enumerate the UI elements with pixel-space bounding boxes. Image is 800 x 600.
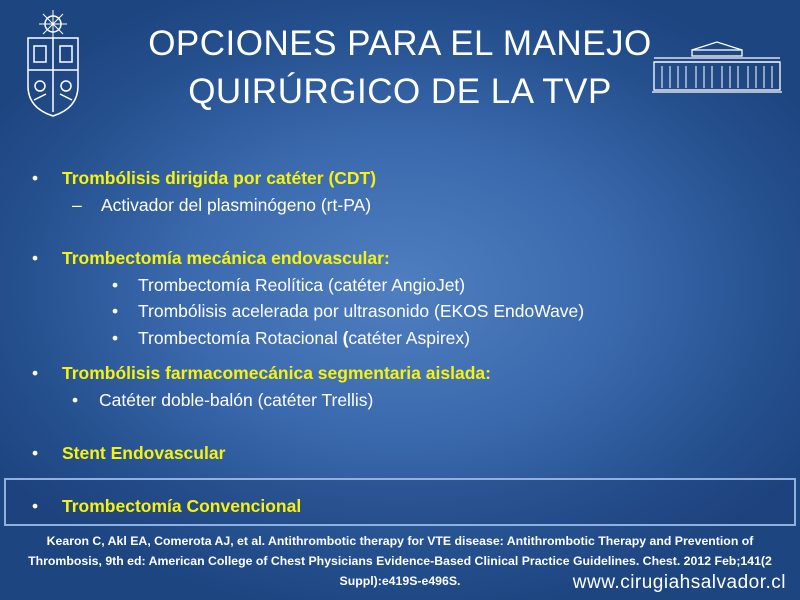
bullet-icon: • <box>32 363 39 383</box>
bullet-text: Trombólisis dirigida por catéter (CDT) <box>62 168 377 188</box>
bullet-icon: • <box>32 443 39 463</box>
bullet-icon: • <box>112 301 119 321</box>
bullet-icon: • <box>112 328 119 348</box>
citation-line: Thrombosis, 9th ed: American College of Chest Physicians Evidence-Based Clinical Practice Guidelines. Chest. 2012 Feb;141(2 <box>28 554 772 568</box>
bullet-text: Activador del plasminógeno (rt-PA) <box>101 195 372 215</box>
bullet-text: Trombectomía Convencional <box>62 496 302 516</box>
bullet-icon: • <box>32 168 39 188</box>
bullet-text: Trombólisis farmacomecánica segmentaria aislada: <box>62 363 491 383</box>
citation-line: Kearon C, Akl EA, Comerota AJ, et al. Antithrombotic therapy for VTE disease: Antithrombotic Therapy and Prevention of <box>46 534 754 548</box>
dash-icon: – <box>72 195 82 215</box>
citation-line: Suppl):e419S-e496S. <box>339 574 461 588</box>
bullet-text: Trombectomía Reolítica (catéter AngioJet) <box>138 275 466 295</box>
bullet-icon: • <box>32 496 39 516</box>
bullet-text-paren: ( <box>342 328 349 348</box>
bullet-text: Catéter doble-balón (catéter Trellis) <box>99 390 374 410</box>
slide-title <box>100 20 700 116</box>
bullet-text: Trombólisis acelerada por ultrasonido (EKOS EndoWave) <box>138 301 585 321</box>
bullet-text-part: catéter Aspirex) <box>348 328 470 348</box>
hospital-building-logo-icon <box>652 40 782 94</box>
bullet-text: Stent Endovascular <box>62 443 226 463</box>
title-line-1: OPCIONES PARA EL MANEJO <box>148 24 652 63</box>
bullet-icon: • <box>112 275 119 295</box>
bullet-icon: • <box>32 248 39 268</box>
website-url: www.cirugiahsalvador.cl <box>572 572 786 593</box>
bullet-text-part: Trombectomía Rotacional <box>138 328 343 348</box>
bullet-icon: • <box>72 390 79 410</box>
bullet-text: Trombectomía mecánica endovascular: <box>62 248 390 268</box>
university-shield-logo-icon <box>20 8 86 120</box>
bullet-text <box>138 328 470 349</box>
title-line-2: QUIRÚRGICO DE LA TVP <box>188 72 612 111</box>
